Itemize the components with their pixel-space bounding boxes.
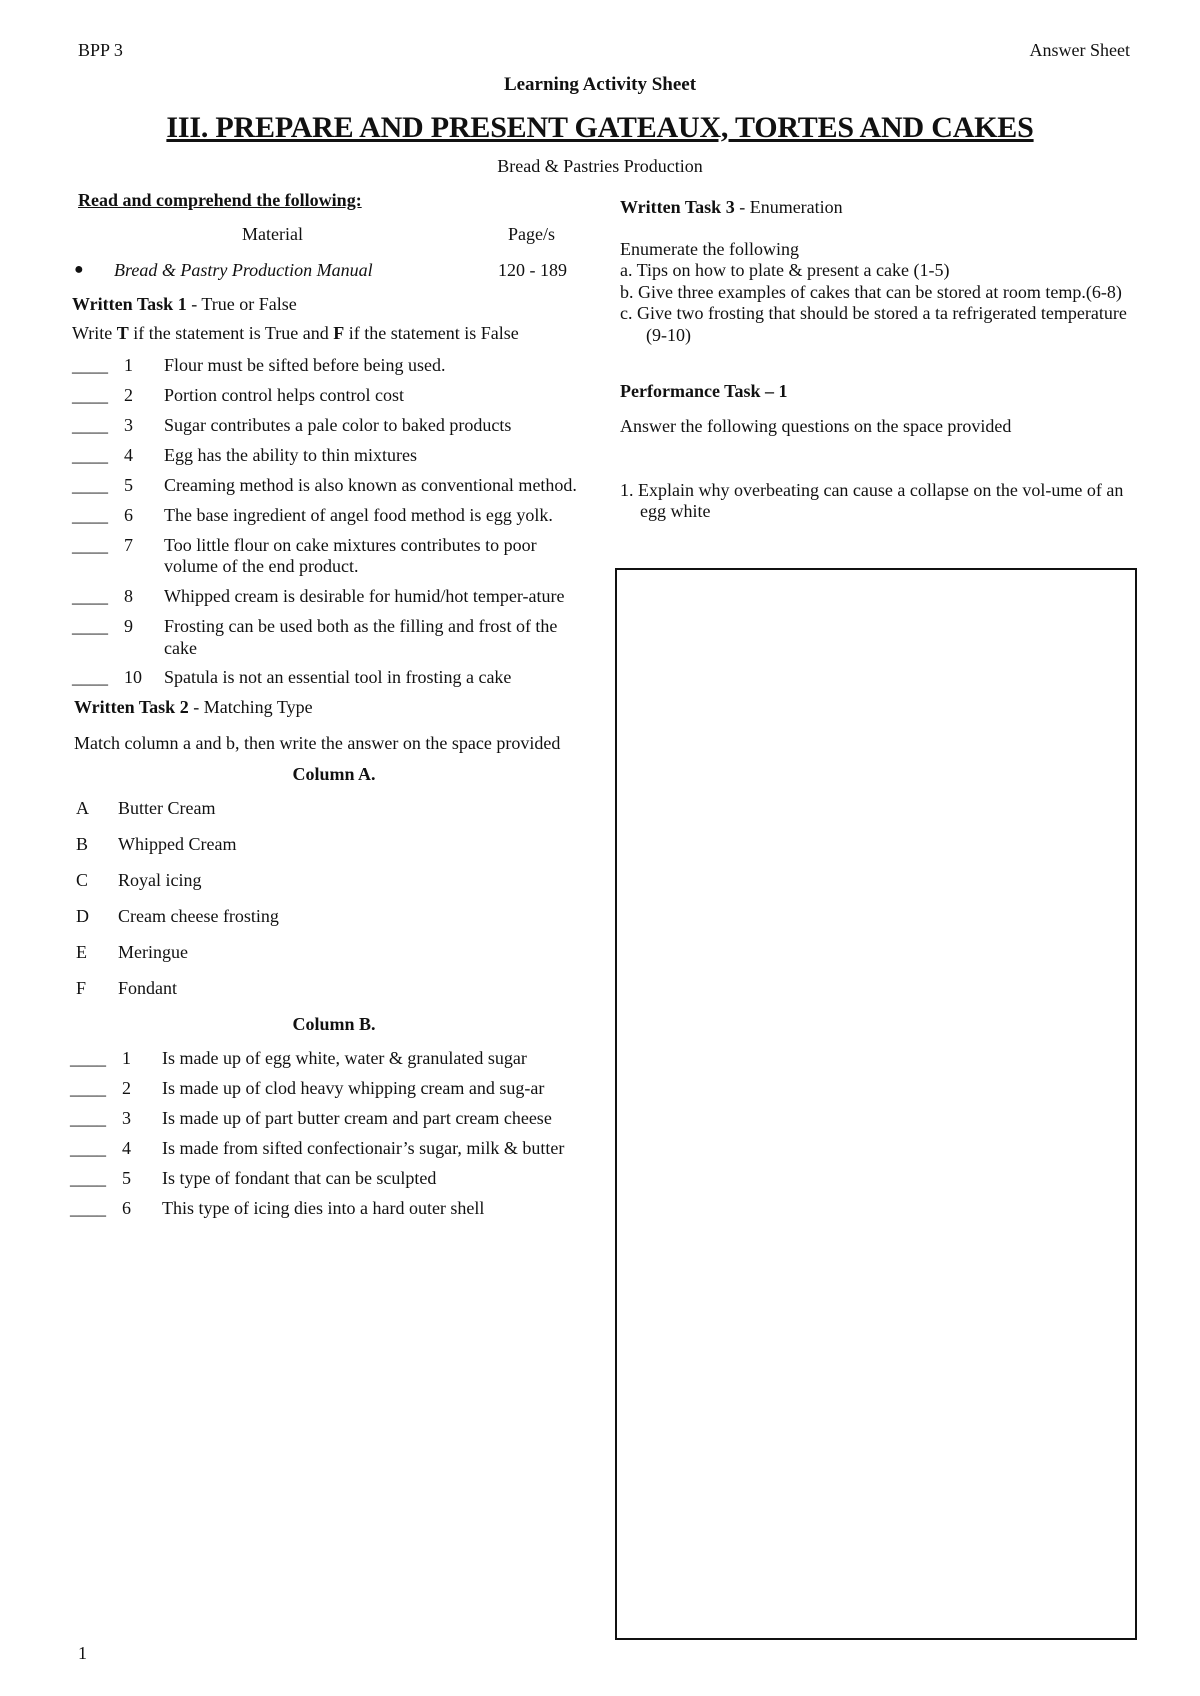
answer-blank[interactable]: ____ <box>72 354 108 375</box>
item-text: Is made from sifted confectionair’s sugar, milk & butter <box>162 1137 565 1158</box>
task3-kind: - Enumeration <box>734 197 843 217</box>
material-column-header: Material <box>242 223 303 244</box>
task1-instr-f: F <box>333 323 345 344</box>
item-text: The base ingredient of angel food method is egg yolk. <box>164 504 553 525</box>
list-item <box>72 475 594 497</box>
performance-title: Performance Task – 1 <box>620 380 788 401</box>
item-letter: E <box>76 941 87 962</box>
list-item <box>72 505 594 527</box>
task1-kind: - True or False <box>186 293 297 314</box>
item-text: Fondant <box>118 977 178 998</box>
item-number: 1 <box>122 1047 131 1068</box>
item-text: Royal icing <box>118 869 202 890</box>
item-text: Frosting can be used both as the filling and frost of the cake <box>164 615 558 658</box>
answer-blank[interactable]: ____ <box>70 1077 106 1098</box>
item-number: 7 <box>124 534 133 555</box>
list-item <box>70 1048 594 1070</box>
list-item: b. Give three examples of cakes that can be stored at room temp.(6-8) <box>620 281 1122 302</box>
task3-list <box>620 260 1140 346</box>
item-text: Butter Cream <box>118 797 216 818</box>
task2-instructions: Match column a and b, then write the answer on the space provided <box>74 732 561 753</box>
task3-heading <box>620 197 1140 219</box>
item-number: 6 <box>124 504 133 525</box>
task1-instr-text: Write <box>72 323 117 344</box>
materials-header <box>74 224 594 252</box>
answer-blank[interactable]: ____ <box>72 667 108 688</box>
item-letter: A <box>76 797 89 818</box>
column-a-list <box>74 798 594 1002</box>
item-text: Whipped Cream <box>118 833 237 854</box>
item-letter: B <box>76 833 89 854</box>
answer-blank[interactable]: ____ <box>72 534 108 555</box>
list-item <box>72 586 594 608</box>
answer-blank[interactable]: ____ <box>72 585 108 606</box>
item-letter: F <box>76 977 87 998</box>
item-number: 8 <box>124 585 133 606</box>
page-number: 1 <box>78 1643 87 1663</box>
material-pages: 120 - 189 <box>498 259 567 280</box>
item-text: This type of icing dies into a hard outer shell <box>162 1197 485 1218</box>
item-number: 1 <box>124 354 133 375</box>
performance-heading <box>620 381 1140 403</box>
material-name: Bread & Pastry Production Manual <box>114 259 373 280</box>
item-number: 9 <box>124 615 133 636</box>
item-number: 4 <box>122 1137 131 1158</box>
task2-title: Written Task 2 <box>74 697 189 718</box>
list-item <box>72 616 594 659</box>
performance-question: 1. Explain why overbeating can cause a collapse on the vol-ume of an egg white <box>620 479 1124 522</box>
answer-blank[interactable]: ____ <box>72 414 108 435</box>
list-item <box>70 1138 594 1160</box>
list-item: a. Tips on how to plate & present a cake (1-5) <box>620 260 950 281</box>
list-item <box>74 798 594 822</box>
answer-blank[interactable]: ____ <box>70 1197 106 1218</box>
answer-blank[interactable]: ____ <box>70 1137 106 1158</box>
list-item <box>72 445 594 467</box>
item-text: Egg has the ability to thin mixtures <box>164 444 417 465</box>
item-number: 10 <box>124 667 142 688</box>
item-text: Portion control helps control cost <box>164 384 404 405</box>
task1-title: Written Task 1 <box>72 293 187 314</box>
task1-instr-t: T <box>116 323 129 344</box>
header-subject-code: BPP 3 <box>78 40 123 60</box>
item-text: Is made up of egg white, water & granulated sugar <box>162 1047 527 1068</box>
answer-blank[interactable]: ____ <box>72 504 108 525</box>
item-letter: D <box>76 905 89 926</box>
list-item <box>72 667 594 689</box>
item-text: Cream cheese frosting <box>118 905 279 926</box>
item-text: Sugar contributes a pale color to baked products <box>164 414 512 435</box>
task2-heading <box>74 697 594 719</box>
list-item <box>70 1198 594 1220</box>
answer-blank[interactable]: ____ <box>72 444 108 465</box>
task1-list <box>72 355 594 689</box>
list-item <box>74 906 594 930</box>
list-item <box>72 355 594 377</box>
list-item <box>74 834 594 858</box>
list-item <box>72 535 594 578</box>
item-number: 5 <box>124 474 133 495</box>
list-item <box>72 385 594 407</box>
item-number: 5 <box>122 1167 131 1188</box>
task3-instructions: Enumerate the following <box>620 238 799 259</box>
task1-instr-text: if the statement is False <box>344 323 519 344</box>
list-item <box>72 415 594 437</box>
sheet-title: Learning Activity Sheet <box>503 74 697 95</box>
item-number: 3 <box>122 1107 131 1128</box>
answer-box[interactable] <box>615 568 1137 1640</box>
item-letter: C <box>76 869 89 890</box>
list-item: c. Give two frosting that should be stored a ta refrigerated temperature (9-10) <box>620 303 1127 345</box>
list-item <box>74 870 594 894</box>
page-subtitle: Bread & Pastries Production <box>497 156 703 176</box>
list-item <box>74 978 594 1002</box>
answer-blank[interactable]: ____ <box>70 1047 106 1068</box>
item-text: Whipped cream is desirable for humid/hot temper-ature <box>164 585 565 606</box>
list-item <box>70 1078 594 1100</box>
left-column <box>70 190 594 1228</box>
pages-column-header: Page/s <box>508 223 555 244</box>
item-text: Is made up of clod heavy whipping cream and sug-ar <box>162 1077 545 1098</box>
answer-blank[interactable]: ____ <box>72 474 108 495</box>
answer-blank[interactable]: ____ <box>72 384 108 405</box>
item-text: Is made up of part butter cream and part cream cheese <box>162 1107 552 1128</box>
item-text: Flour must be sifted before being used. <box>164 354 446 375</box>
list-item <box>70 1108 594 1130</box>
item-text: Spatula is not an essential tool in frosting a cake <box>164 667 512 688</box>
page-title: III. PREPARE AND PRESENT GATEAUX, TORTES AND CAKES <box>166 111 1034 144</box>
list-item <box>74 942 594 966</box>
item-number: 6 <box>122 1197 131 1218</box>
task3-title: Written Task 3 <box>620 197 735 217</box>
answer-blank[interactable]: ____ <box>70 1167 106 1188</box>
task1-instructions <box>72 323 594 345</box>
answer-blank[interactable]: ____ <box>72 615 108 636</box>
reading-heading: Read and comprehend the following: <box>78 190 362 210</box>
column-b-title: Column B. <box>292 1013 376 1034</box>
item-number: 2 <box>124 384 133 405</box>
column-b-list <box>70 1048 594 1220</box>
answer-blank[interactable]: ____ <box>70 1107 106 1128</box>
item-text: Is type of fondant that can be sculpted <box>162 1167 437 1188</box>
list-item <box>70 1168 594 1190</box>
task1-heading <box>72 294 594 316</box>
item-text: Creaming method is also known as conventional method. <box>164 474 577 495</box>
item-text: Too little flour on cake mixtures contributes to poor volume of the end product. <box>164 534 537 577</box>
bullet-icon: ● <box>74 260 84 278</box>
header-sheet-type: Answer Sheet <box>1029 40 1130 60</box>
task1-instr-text: if the statement is True and <box>128 323 334 344</box>
item-text: Meringue <box>118 941 188 962</box>
task2-kind: - Matching Type <box>188 697 313 718</box>
materials-row <box>74 260 594 290</box>
performance-instructions: Answer the following questions on the space provided <box>620 416 1012 437</box>
item-number: 3 <box>124 414 133 435</box>
item-number: 4 <box>124 444 133 465</box>
item-number: 2 <box>122 1077 131 1098</box>
right-column <box>620 197 1140 523</box>
column-a-title: Column A. <box>292 764 376 785</box>
